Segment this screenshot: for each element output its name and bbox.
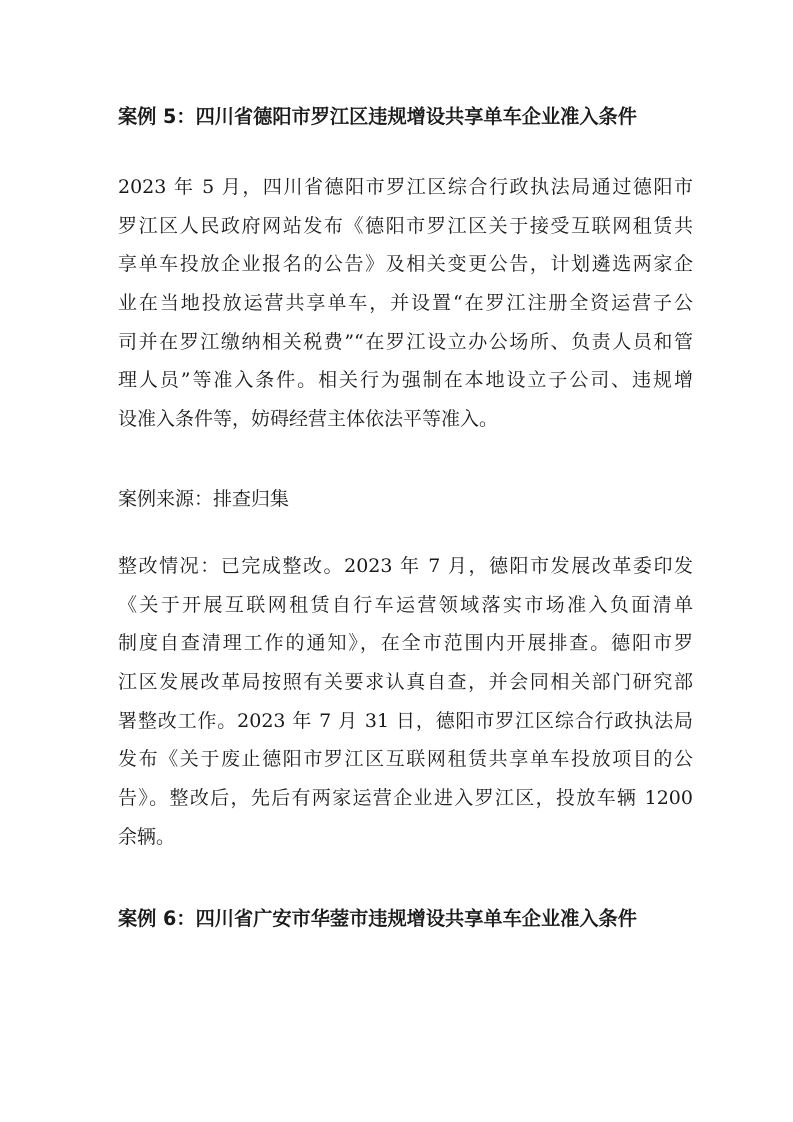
case-5-rectification-line: 制度自查清理工作的通知》，在全市范围内开展排查。德阳市罗 [118, 632, 693, 655]
case-5-description-line: 2023 年 5 月，四川省德阳市罗江区综合行政执法局通过德阳市 [118, 176, 693, 198]
case-5-rectification-line: 告》。整改后，先后有两家运营企业进入罗江区，投放车辆 1200 [118, 787, 693, 810]
case-5-rectification-line: 发布《关于废止德阳市罗江区互联网租赁共享单车投放项目的公 [118, 748, 693, 771]
case-5-rectification [118, 547, 693, 857]
case-5-description-line: 司并在罗江缴纳相关税费”“在罗江设立办公场所、负责人员和管 [118, 330, 693, 353]
case-5-rectification-line: 署整改工作。2023 年 7 月 31 日，德阳市罗江区综合行政执法局 [118, 709, 693, 732]
case-5-heading: 案例 5：四川省德阳市罗江区违规增设共享单车企业准入条件 [118, 105, 637, 128]
case-5-description-line: 享单车投放企业报名的公告》及相关变更公告，计划遴选两家企 [118, 253, 693, 276]
case-5-description-line: 罗江区人民政府网站发布《德阳市罗江区关于接受互联网租赁共 [118, 214, 693, 237]
case-5-rectification-line: 《关于开展互联网租赁自行车运营领域落实市场准入负面清单 [118, 593, 693, 616]
case-5-source [118, 480, 693, 519]
case-5-description-line: 理人员”等准入条件。相关行为强制在本地设立子公司、违规增 [118, 369, 693, 392]
case-5-rectification-line: 整改情况：已完成整改。2023 年 7 月，德阳市发展改革委印发 [118, 555, 693, 577]
case-5-rectification-line: 江区发展改革局按照有关要求认真自查，并会同相关部门研究部 [118, 671, 693, 694]
case-5-description [118, 168, 693, 439]
case-6-heading: 案例 6：四川省广安市华蓥市违规增设共享单车企业准入条件 [118, 907, 637, 930]
case-5-source-text: 案例来源：排查归集 [118, 488, 290, 510]
case-5-description-line: 业在当地投放运营共享单车，并设置“在罗江注册全资运营子公 [118, 292, 693, 315]
case-5-rectification-line: 余辆。 [118, 825, 176, 848]
case-5-description-line: 设准入条件等，妨碍经营主体依法平等准入。 [118, 408, 499, 431]
